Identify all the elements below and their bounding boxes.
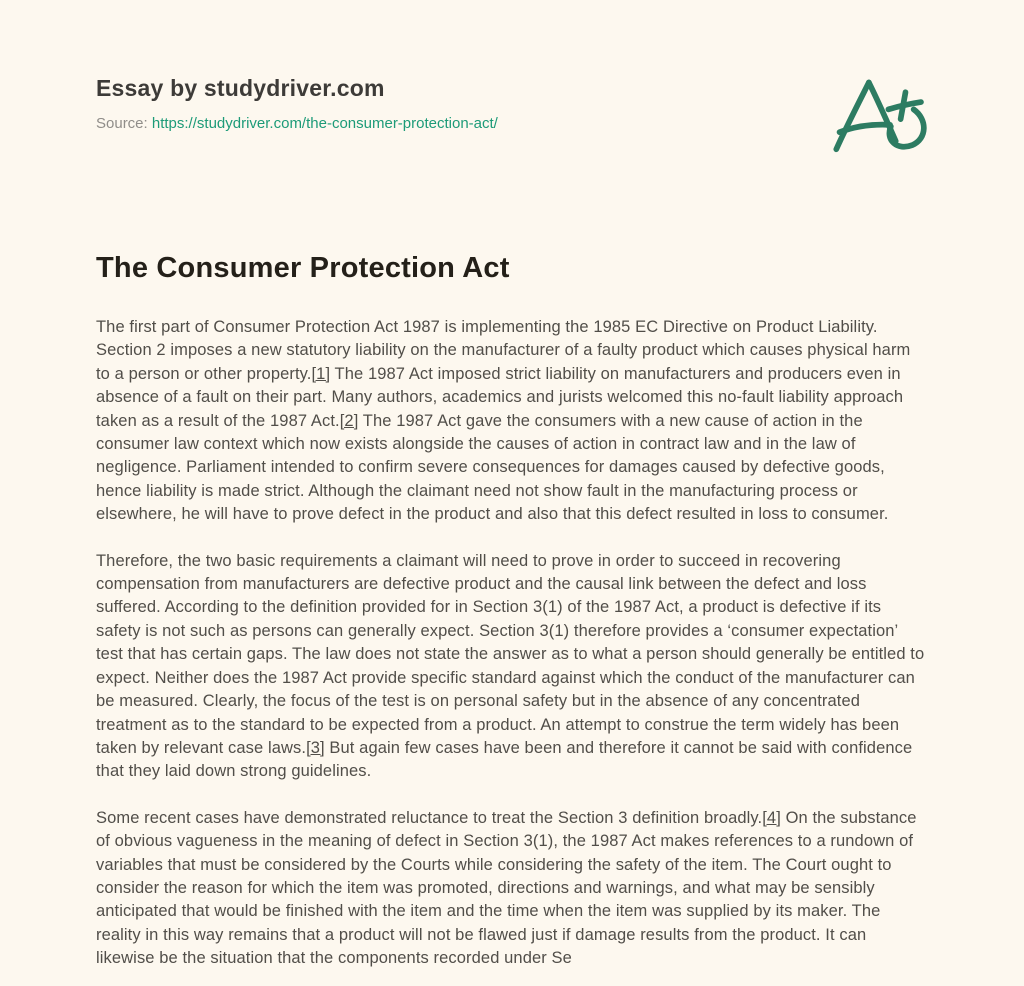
paragraph	[96, 807, 928, 971]
source-line	[96, 114, 928, 134]
paragraph-text: The 1987 Act gave the consumers with a new cause of action in the consumer law context which now exists alongside the causes of action in contract law and in the law of negligence. Parliament intended to confirm severe consequences for damages caused by defective goods, hence liability is made strict. Although the claimant need not show fault in the manufacturing process or elsewhere, he will have to prove defect in the product and also that this defect resulted in loss to consumer.	[96, 411, 889, 524]
a-plus-logo-icon	[820, 62, 934, 160]
footnote-ref-link[interactable]: [3]	[306, 738, 325, 757]
paragraph-text: Therefore, the two basic requirements a claimant will need to prove in order to succeed in recovering compensation from manufacturers are defective product and the causal link between the defect and loss suffered. According to the definition provided for in Section 3(1) of the 1987 Act, a product is defective if its safety is not such as persons can generally expect. Section 3(1) therefore provides a ‘consumer expectation’ test that has certain gaps. The law does not state the answer as to what a person should generally be entitled to expect. Neither does the 1987 Act provide specific standard against which the conduct of the manufacturer can be measured. Clearly, the focus of the test is on personal safety but in the absence of any concentrated treatment as to the standard to be expected from a product. An attempt to construe the term widely has been taken by relevant case laws.	[96, 551, 925, 757]
footnote-ref-link[interactable]: [4]	[762, 808, 781, 827]
paragraph	[96, 550, 928, 784]
footnote-ref-link[interactable]: [1]	[311, 364, 331, 383]
footnote-ref-link[interactable]: [2]	[339, 411, 359, 430]
paragraph-text: The 1987 Act imposed strict liability on manufacturers and producers even in absence of a fault on their part. Many authors, academics and jurists welcomed this no-fault liability approach taken as a result of the 1987 Act.	[96, 364, 904, 430]
page-header	[96, 74, 928, 134]
article-title: The Consumer Protection Act	[96, 252, 510, 284]
article	[96, 250, 928, 971]
paragraph-text: Some recent cases have demonstrated reluctance to treat the Section 3 definition broadly.	[96, 808, 763, 827]
source-label: Source:	[96, 115, 148, 132]
paragraph-text: On the substance of obvious vagueness in the meaning of defect in Section 3(1), the 1987 Act makes references to a rundown of variables that must be considered by the Courts while considering the safety of the item. The Court ought to consider the reason for which the item was promoted, directions and warnings, and what may be sensibly anticipated that would be finished with the item and the time when the item was supplied by its maker. The reality in this way remains that a product will not be flawed just if damage results from the product. It can likewise be the situation that the components recorded under Se	[96, 808, 917, 968]
paragraph	[96, 316, 928, 527]
paragraph-text: But again few cases have been and therefore it cannot be said with confidence that they laid down strong guidelines.	[96, 738, 913, 781]
site-title: Essay by studydriver.com	[96, 75, 385, 101]
article-body	[96, 316, 928, 971]
source-url-link[interactable]: https://studydriver.com/the-consumer-protection-act/	[151, 115, 498, 132]
paragraph-text: The first part of Consumer Protection Act 1987 is implementing the 1985 EC Directive on Product Liability. Section 2 imposes a new statutory liability on the manufacturer of a faulty product which causes physical harm to a person or other property.	[96, 318, 911, 383]
